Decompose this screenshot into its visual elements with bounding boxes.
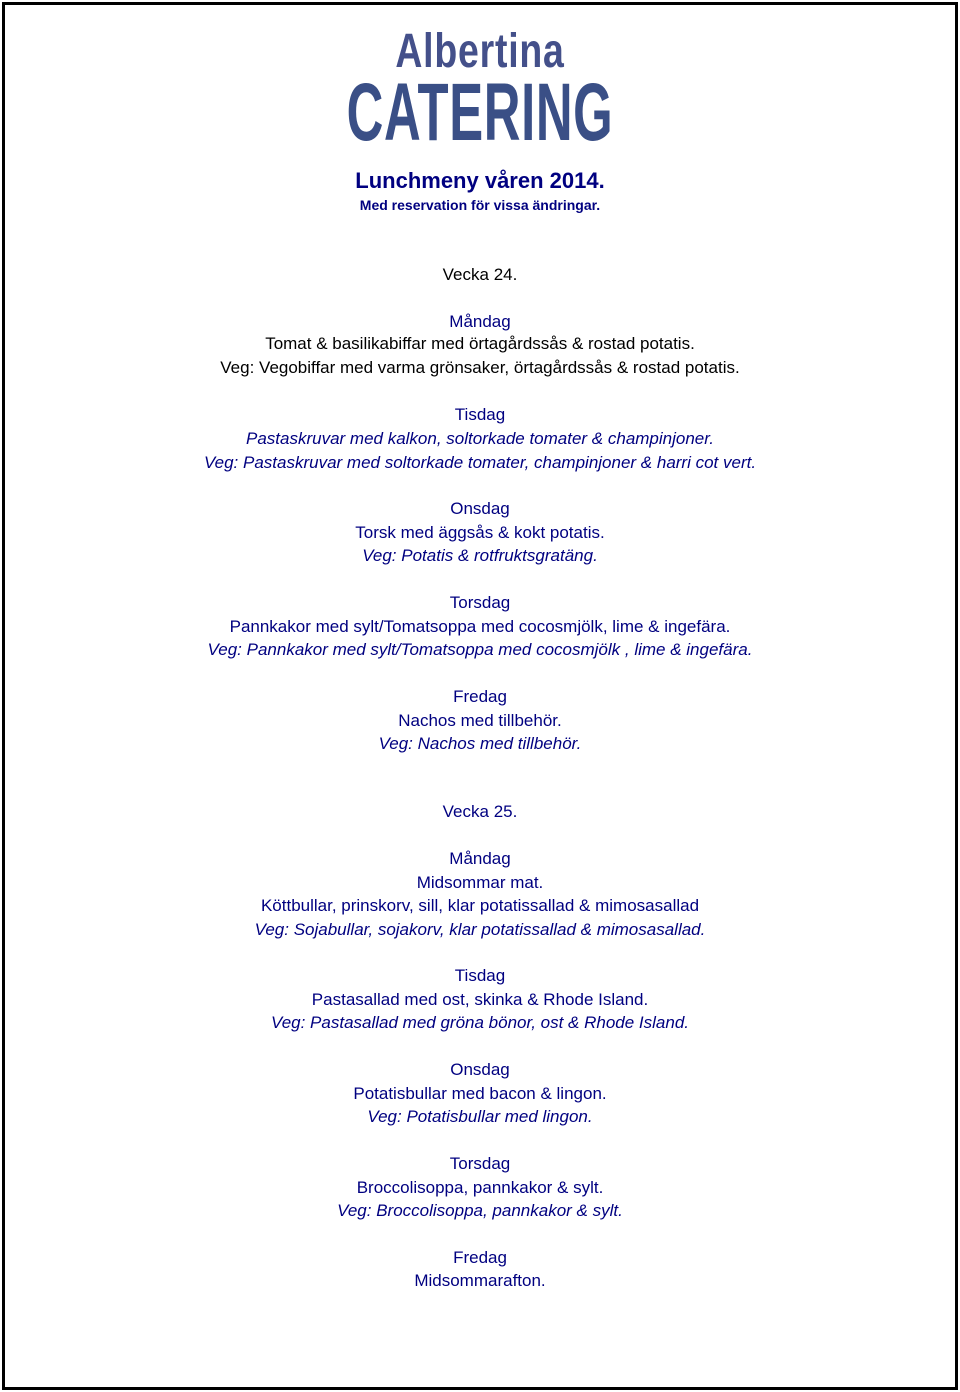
day-heading-thursday: Torsdag	[449, 593, 511, 612]
day-heading-wednesday: Onsdag	[450, 1060, 510, 1079]
day-heading-wednesday: Onsdag	[450, 499, 510, 518]
day-heading-friday: Fredag	[453, 687, 507, 706]
dish-line: Nachos med tillbehör.	[398, 711, 562, 730]
dish-line: Midsommarafton.	[414, 1271, 546, 1290]
dish-line-veg: Veg: Pastaskruvar med soltorkade tomater, champinjoner & harri cot vert.	[203, 453, 757, 472]
dish-line-veg: Veg: Pastasallad med gröna bönor, ost & Rhode Island.	[270, 1013, 690, 1032]
dish-line: Pastaskruvar med kalkon, soltorkade tomater & champinjoner.	[245, 429, 715, 448]
day-heading-thursday: Torsdag	[449, 1154, 511, 1173]
dish-line: Torsk med äggsås & kokt potatis.	[355, 523, 605, 542]
day-heading-monday: Måndag	[449, 849, 511, 868]
dish-line-veg: Veg: Potatisbullar med lingon.	[367, 1107, 593, 1126]
dish-line-veg: Veg: Sojabullar, sojakorv, klar potatissallad & mimosasallad.	[254, 920, 706, 939]
albertina-catering-logo	[0, 25, 960, 158]
logo-line-1: Albertina	[395, 25, 565, 78]
dish-line: Pastasallad med ost, skinka & Rhode Island.	[311, 990, 649, 1009]
dish-line: Tomat & basilikabiffar med örtagårdssås & rostad potatis.	[265, 334, 695, 353]
dish-line-veg: Veg: Nachos med tillbehör.	[378, 734, 582, 753]
day-heading-tuesday: Tisdag	[454, 405, 506, 424]
day-heading-friday: Fredag	[453, 1248, 507, 1267]
dish-line: Potatisbullar med bacon & lingon.	[353, 1084, 607, 1103]
menu-title: Lunchmeny våren 2014.	[355, 168, 605, 193]
week-label: Vecka 25.	[442, 802, 518, 821]
logo-line-2: CATERING	[346, 67, 614, 158]
day-heading-tuesday: Tisdag	[454, 966, 506, 985]
dish-line-veg: Veg: Pannkakor med sylt/Tomatsoppa med cocosmjölk , lime & ingefära.	[207, 640, 753, 659]
dish-line-veg: Veg: Broccolisoppa, pannkakor & sylt.	[337, 1201, 623, 1220]
dish-line: Midsommar mat.	[416, 873, 544, 892]
dish-line-veg: Veg: Vegobiffar med varma grönsaker, örtagårdssås & rostad potatis.	[220, 358, 740, 377]
menu-subtitle: Med reservation för vissa ändringar.	[359, 197, 601, 213]
day-heading-monday: Måndag	[449, 312, 511, 331]
dish-line: Pannkakor med sylt/Tomatsoppa med cocosmjölk, lime & ingefära.	[229, 617, 731, 636]
dish-line: Köttbullar, prinskorv, sill, klar potatissallad & mimosasallad	[260, 896, 700, 915]
dish-line: Broccolisoppa, pannkakor & sylt.	[356, 1178, 604, 1197]
dish-line-veg: Veg: Potatis & rotfruktsgratäng.	[362, 546, 598, 565]
week-label: Vecka 24.	[442, 265, 518, 284]
